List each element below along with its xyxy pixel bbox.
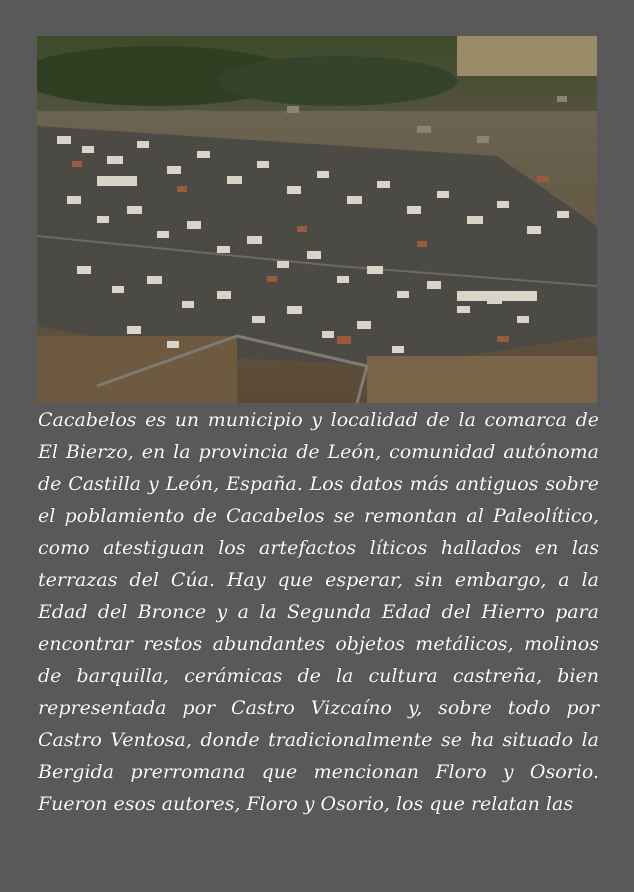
aerial-photo (37, 36, 597, 403)
aerial-town-image (37, 36, 597, 403)
article-body-text: Cacabelos es un municipio y localidad de la comarca de El Bierzo, en la provincia de León, comunidad autónoma de Castilla y León, España. Los datos más antiguos sobre el poblamiento de Cacabelos se remontan al Paleolítico, como atestiguan los artefactos líticos hallados en las terrazas del Cúa. Hay que esperar, sin embargo, a la Edad del Bronce y a la Segunda Edad del Hierro para encontrar restos abundantes objetos metálicos, molinos de barquilla, cerámicas de la cultura castreña, bien representada por Castro Vizcaíno y, sobre todo por Castro Ventosa, donde tradicionalmente se ha situado la Bergida prerromana que mencionan Floro y Osorio. Fueron esos autores, Floro y Osorio, los que relatan las (38, 409, 599, 815)
